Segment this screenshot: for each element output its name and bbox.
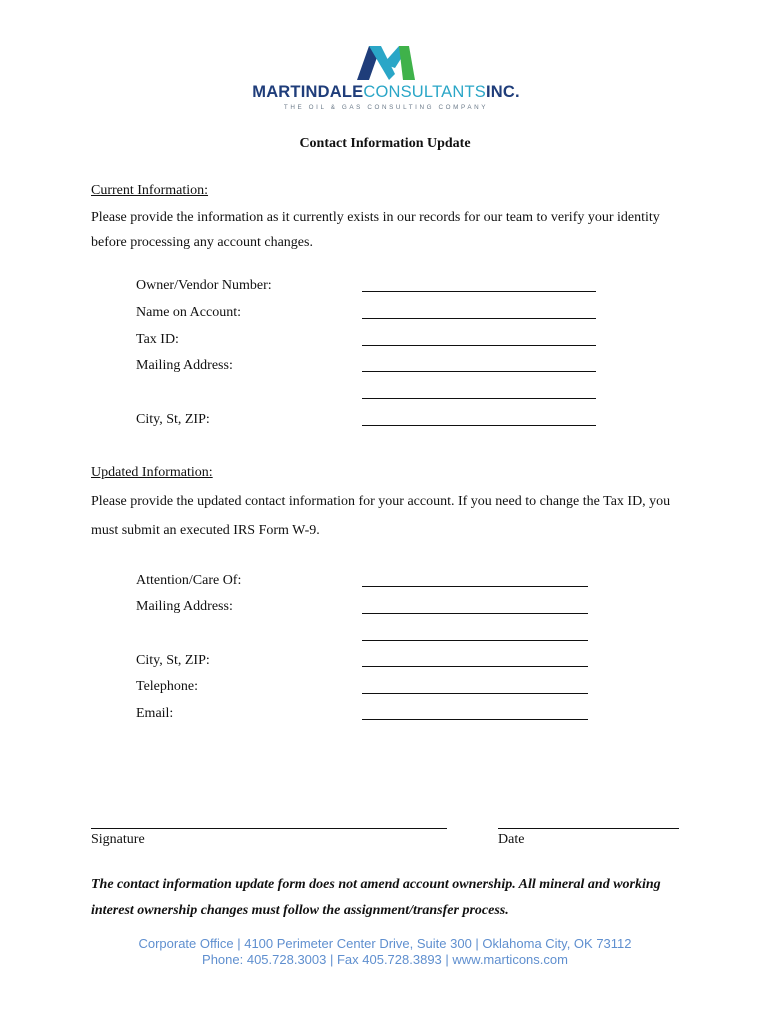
- updated-mailing-address-label: Mailing Address:: [136, 599, 233, 614]
- email-label: Email:: [136, 706, 174, 721]
- date-field[interactable]: [498, 828, 679, 829]
- current-mailing-address-label: Mailing Address:: [136, 358, 233, 373]
- owner-vendor-number-field[interactable]: [362, 291, 596, 292]
- email-field[interactable]: [362, 719, 588, 720]
- name-on-account-field[interactable]: [362, 318, 596, 319]
- date-label: Date: [498, 832, 525, 847]
- updated-info-heading: Updated Information:: [91, 465, 213, 480]
- logo-mark-icon: [355, 46, 417, 80]
- updated-mailing-address-line2-field[interactable]: [362, 640, 588, 641]
- logo-tagline: THE OIL & GAS CONSULTING COMPANY: [283, 104, 489, 111]
- updated-city-st-zip-field[interactable]: [362, 666, 588, 667]
- logo-wordmark: MARTINDALECONSULTANTSINC.: [252, 83, 520, 101]
- signature-label: Signature: [91, 832, 145, 847]
- company-logo: [250, 46, 522, 118]
- form-title: Contact Information Update: [299, 136, 471, 151]
- telephone-field[interactable]: [362, 693, 588, 694]
- footer-contact: Phone: 405.728.3003 | Fax 405.728.3893 | www.marticons.com: [202, 952, 568, 967]
- name-on-account-label: Name on Account:: [136, 305, 241, 320]
- tax-id-field[interactable]: [362, 345, 596, 346]
- current-mailing-address-line2-field[interactable]: [362, 398, 596, 399]
- attention-care-of-field[interactable]: [362, 586, 588, 587]
- current-city-st-zip-label: City, St, ZIP:: [136, 412, 210, 427]
- updated-info-instructions: Please provide the updated contact information for your account. If you need to change the Tax ID, you must submit an executed IRS Form W-9.: [91, 494, 671, 538]
- updated-mailing-address-field[interactable]: [362, 613, 588, 614]
- signature-field[interactable]: [91, 828, 447, 829]
- current-city-st-zip-field[interactable]: [362, 425, 596, 426]
- current-info-heading: Current Information:: [91, 183, 209, 198]
- current-mailing-address-field[interactable]: [362, 371, 596, 372]
- telephone-label: Telephone:: [136, 679, 198, 694]
- owner-vendor-number-label: Owner/Vendor Number:: [136, 278, 272, 293]
- footer-address: Corporate Office | 4100 Perimeter Center Drive, Suite 300 | Oklahoma City, OK 73112: [138, 936, 632, 951]
- ownership-notice: The contact information update form does not amend account ownership. All mineral and working interest ownership changes must follow the assignment/transfer process.: [91, 877, 661, 918]
- updated-city-st-zip-label: City, St, ZIP:: [136, 653, 210, 668]
- current-info-instructions: Please provide the information as it currently exists in our records for our team to verify your identity before processing any account changes.: [91, 210, 660, 250]
- tax-id-label: Tax ID:: [136, 332, 179, 347]
- attention-care-of-label: Attention/Care Of:: [136, 573, 242, 588]
